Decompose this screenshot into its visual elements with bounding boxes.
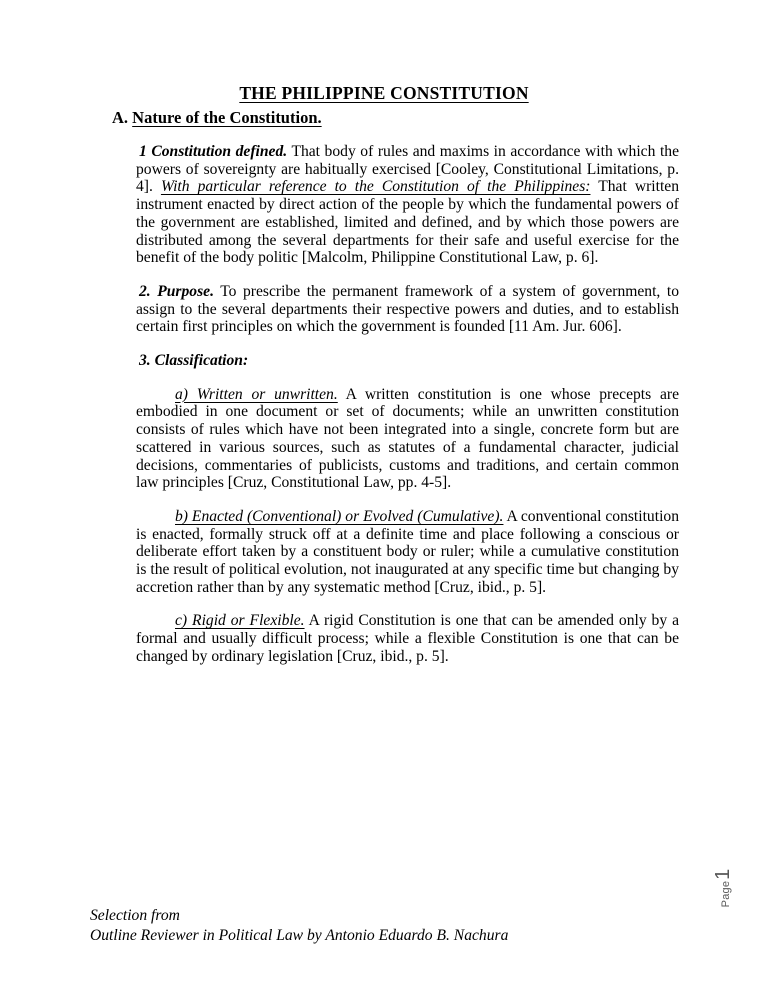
- lead-in-purpose: 2. Purpose.: [139, 282, 214, 300]
- emphasis-written-or-unwritten: a) Written or unwritten.: [175, 385, 338, 403]
- paragraph-enacted-or-evolved: [136, 508, 679, 597]
- body-column: [136, 143, 679, 666]
- footer-line-2: Outline Reviewer in Political Law by Antonio Eduardo B. Nachura: [90, 926, 509, 944]
- page-number-value: 1: [712, 868, 734, 880]
- heading-classification: 3. Classification:: [139, 352, 249, 370]
- footer-attribution: [90, 906, 508, 945]
- text-purpose: To prescribe the permanent framework of a system of government, to assign to the several departments their respective powers and duties, and to establish certain first principles on which the government is founded [11 Am. Jur. 606].: [136, 282, 679, 336]
- text-written-or-unwritten: A written constitution is one whose precepts are embodied in one document or set of documents; while an unwritten constitution consists of rules which have not been integrated into a single, concrete form but are scattered in various sources, such as statutes of a fundamental character, judicial decisions, commentaries of publicists, customs and traditions, and certain common law principles [Cruz, Constitutional Law, pp. 4-5].: [136, 385, 680, 492]
- paragraph-rigid-or-flexible: [136, 612, 679, 665]
- section-letter: A.: [112, 108, 129, 127]
- page-number-marker: [700, 852, 746, 924]
- emphasis-enacted-or-evolved: b) Enacted (Conventional) or Evolved (Cumulative).: [175, 507, 504, 525]
- page-number-label: Page: [720, 880, 732, 908]
- footer-line-1: Selection from: [90, 907, 180, 924]
- text-enacted-or-evolved: A conventional constitution is enacted, formally struck off at a definite time and place following a conscious or deliberate effort taken by a constituent body or ruler; while a cumulative constitution is the result of political evolution, not inaugurated at any specific time but changing by accretion rather than by any systematic method [Cruz, ibid., p. 5].: [136, 507, 679, 596]
- lead-in-constitution-defined: 1 Constitution defined.: [139, 143, 288, 160]
- emphasis-philippine-reference: With particular reference to the Constitution of the Philippines:: [160, 178, 591, 196]
- section-title: Nature of the Constitution.: [132, 108, 322, 127]
- text-rigid-or-flexible: A rigid Constitution is one that can be amended only by a formal and usually difficult process; while a flexible Constitution is one that can be changed by ordinary legislation [Cruz, ibid., p. 5].: [136, 612, 679, 665]
- emphasis-rigid-or-flexible: c) Rigid or Flexible.: [175, 612, 305, 630]
- page-title-text: THE PHILIPPINE CONSTITUTION: [239, 82, 529, 103]
- text-constitution-defined-b: That written instrument enacted by direct action of the people by which the fundamental powers of the government are established, limited and defined, and by which those powers are distributed among the several departments for their safe and useful exercise for the benefit of the body politic [Malcolm, Philippine Constitutional Law, p. 6].: [136, 178, 680, 267]
- page-title: [0, 84, 768, 103]
- text-constitution-defined-a: That body of rules and maxims in accordance with which the powers of sovereignty are habitually exercised [Cooley, Constitutional Limitations, p. 4].: [136, 143, 679, 196]
- paragraph-written-or-unwritten: [136, 386, 679, 492]
- paragraph-constitution-defined: [136, 143, 679, 267]
- page-number-rotated-group: [713, 869, 733, 908]
- paragraph-purpose: [136, 283, 679, 336]
- section-heading-a: [112, 109, 322, 128]
